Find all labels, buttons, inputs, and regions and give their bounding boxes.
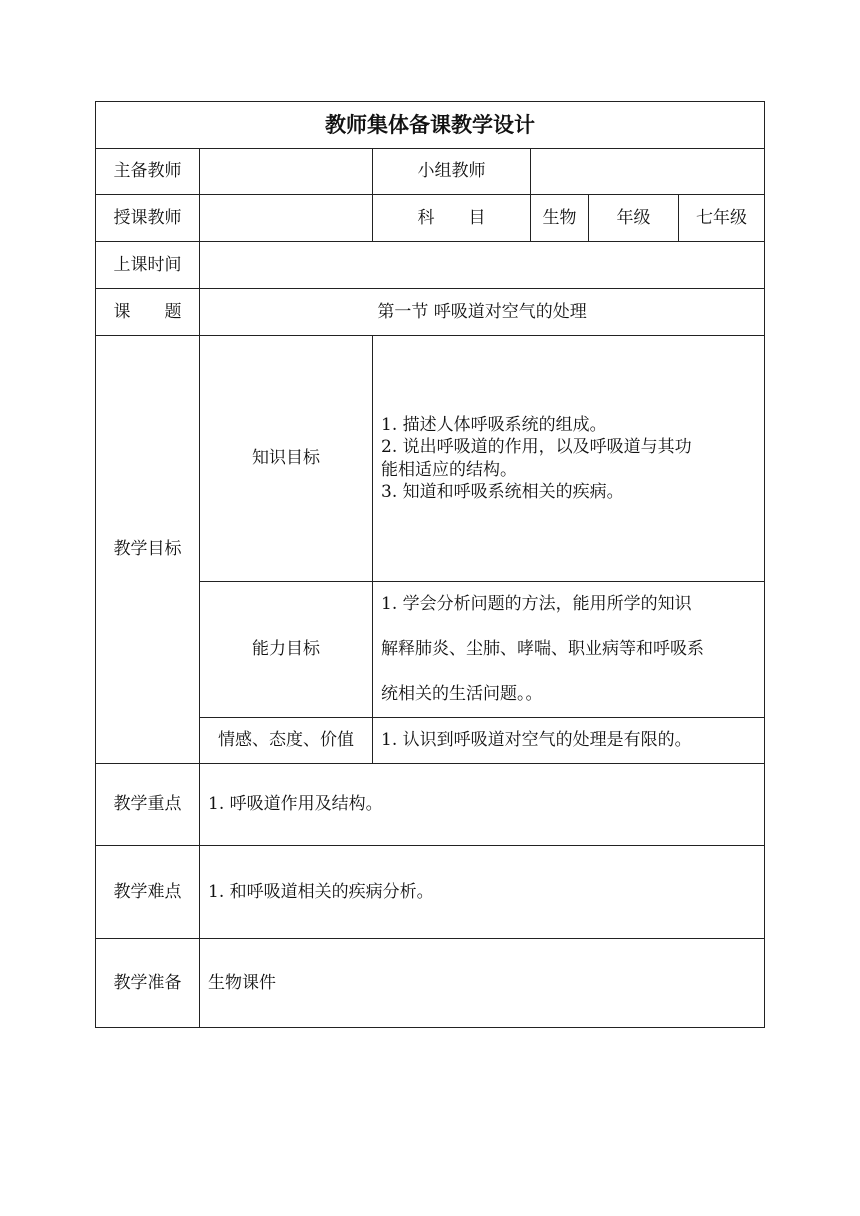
- key-points-content: 1. 呼吸道作用及结构。: [200, 764, 765, 846]
- knowledge-objective-label: 知识目标: [200, 336, 373, 582]
- ability-line: 1. 学会分析问题的方法，能用所学的知识: [381, 594, 692, 614]
- grade-value: 七年级: [679, 195, 765, 242]
- subject-label: 科 目: [373, 195, 531, 242]
- emotion-objective-content: 1. 认识到呼吸道对空气的处理是有限的。: [373, 718, 765, 764]
- preparation-content: 生物课件: [200, 939, 765, 1028]
- difficulties-label: 教学难点: [96, 846, 200, 939]
- page-title: 教师集体备课教学设计: [96, 102, 765, 149]
- lead-teacher-label: 主备教师: [96, 149, 200, 195]
- ability-objective-label: 能力目标: [200, 582, 373, 718]
- teaching-teacher-label: 授课教师: [96, 195, 200, 242]
- key-points-label: 教学重点: [96, 764, 200, 846]
- group-teacher-value: [531, 149, 765, 195]
- group-teacher-label: 小组教师: [373, 149, 531, 195]
- ability-line: 解释肺炎、尘肺、哮喘、职业病等和呼吸系: [381, 639, 704, 659]
- knowledge-objective-content: [373, 336, 765, 582]
- ability-line: 统相关的生活问题。。: [381, 684, 543, 704]
- knowledge-line: 1. 描述人体呼吸系统的组成。: [381, 415, 607, 436]
- ability-objective-content: [373, 582, 765, 718]
- lead-teacher-value: [200, 149, 373, 195]
- topic-label: 课 题: [96, 289, 200, 336]
- objectives-label: 教学目标: [96, 336, 200, 764]
- class-time-label: 上课时间: [96, 242, 200, 289]
- preparation-label: 教学准备: [96, 939, 200, 1028]
- subject-value: 生物: [531, 195, 589, 242]
- topic-value: 第一节 呼吸道对空气的处理: [200, 289, 765, 336]
- knowledge-line: 能相适应的结构。: [381, 459, 517, 480]
- class-time-value: [200, 242, 765, 289]
- knowledge-line: 3. 知道和呼吸系统相关的疾病。: [381, 481, 624, 502]
- lesson-plan-table: [95, 101, 765, 1028]
- emotion-objective-label: 情感、态度、价值: [200, 718, 373, 764]
- difficulties-content: 1. 和呼吸道相关的疾病分析。: [200, 846, 765, 939]
- grade-label: 年级: [589, 195, 679, 242]
- knowledge-line: 2. 说出呼吸道的作用，以及呼吸道与其功: [381, 437, 692, 458]
- teaching-teacher-value: [200, 195, 373, 242]
